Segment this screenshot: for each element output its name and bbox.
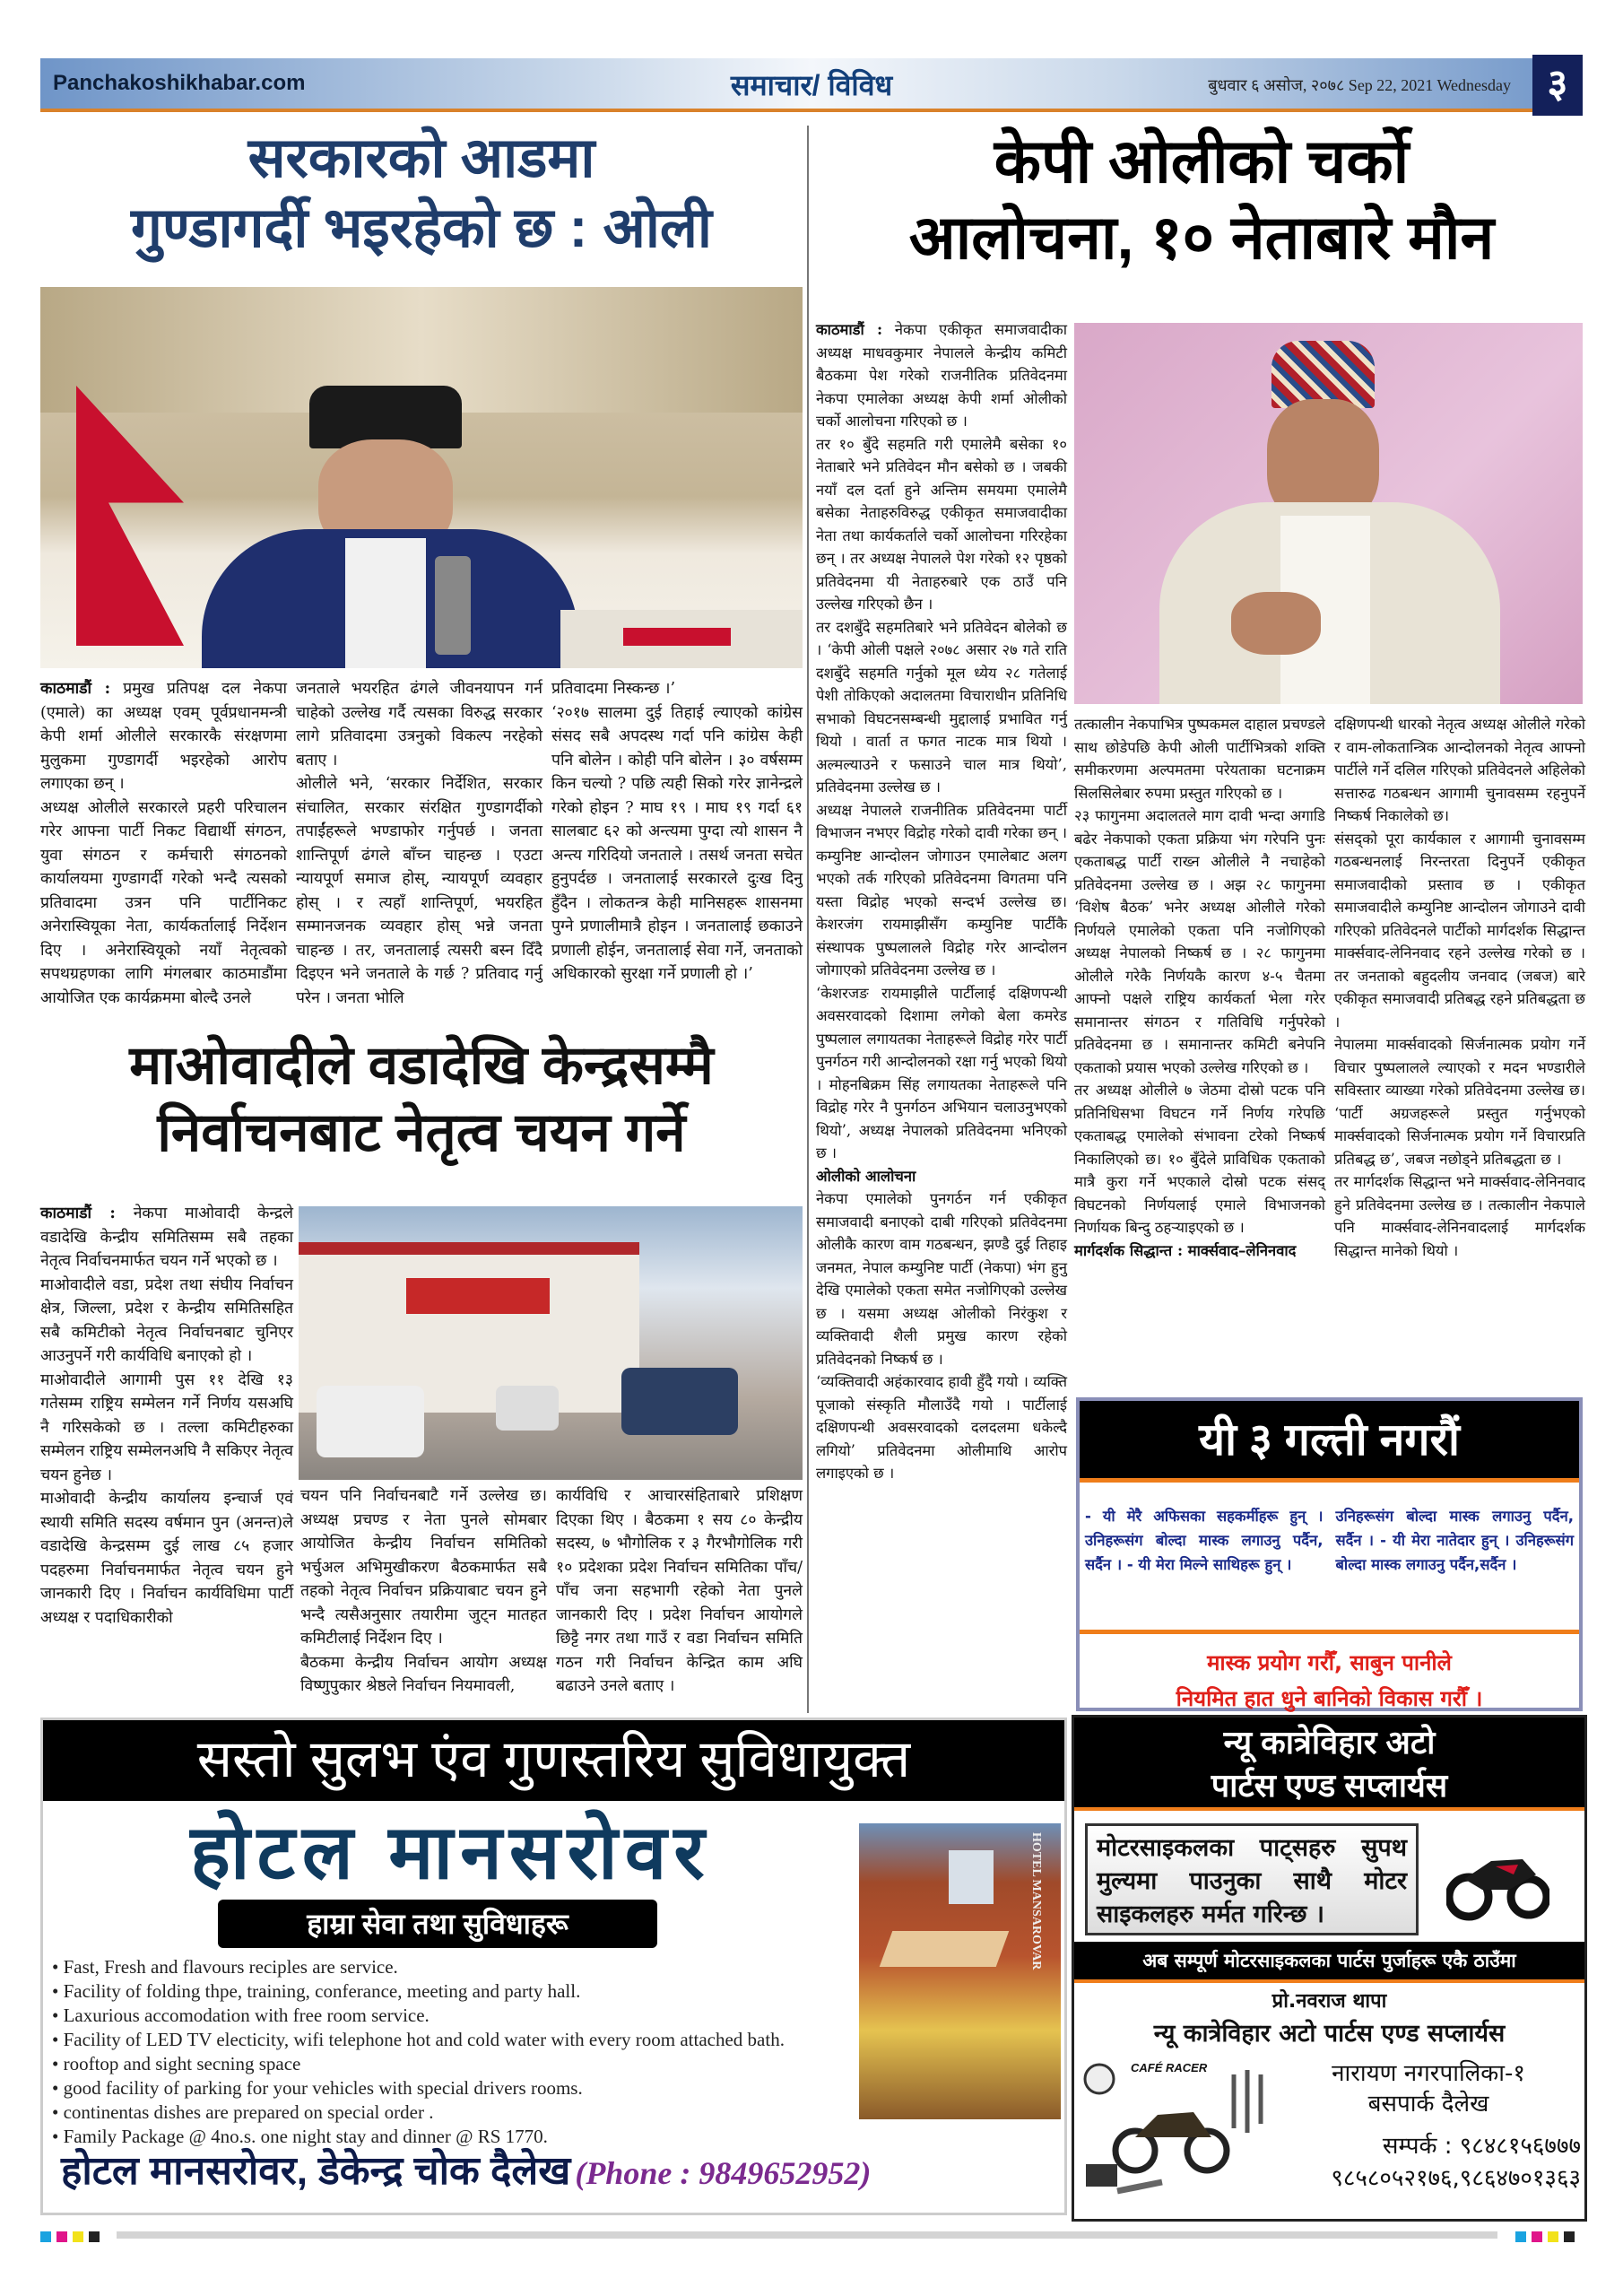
feature-item: • Facility of LED TV electicity, wifi telephone hot and cold water with every room attached bath. <box>52 2029 785 2050</box>
address-line: बसपार्क दैलेख <box>1367 2091 1489 2118</box>
hotel-sign: HOTEL MANSAROVAR <box>1029 1832 1043 1970</box>
proprietor: प्रो.नवराज थापा <box>1271 1990 1387 2013</box>
title-line: पार्टस एण्ड सप्लार्यस <box>1211 1767 1448 1804</box>
oli-photo <box>40 287 803 668</box>
feature-item: • rooftop and sight secning space <box>52 2053 301 2074</box>
paragraph: अध्यक्ष ओलीले सरकारले प्रहरी परिचालन गरेर आफ्ना पार्टी निकट विद्यार्थी संगठन, युवा संगठन र कर्मचारी संगठनको कार्यालयमा गुण्डागर्दी गरेको भन्दै त्यसको प्रतिवादमा उत्रन पनि पार्टीनिकट अनेरास्वियूका नेता, कार्यकर्तालाई निर्देशन दिए । अनेरास्वियूको नयाँ नेतृत्वको सपथग्रहणका लागि मंगलबार काठमाडौंमा आयोजित एक कार्यक्रममा बोल्दै उनले <box>40 798 287 1007</box>
paragraph: नेकपा माओवादी केन्द्रले वडादेखि केन्द्रीय समितिसम्म सबै तहका नेतृत्व निर्वाचनमार्फत चयन गर्ने भएको छ । <box>40 1205 293 1270</box>
site-name: Panchakoshikhabar.com <box>53 71 306 95</box>
paragraph: माओवादीले आगामी पुस ११ देखि १३ गतेसम्म राष्ट्रिय सम्मेलन गर्ने निर्णय यसअघि नै गरिसकेको छ । तल्ला कमिटीहरुका सम्मेलन राष्ट्रिय सम्मेलनअघि नै सकिएर नेतृत्व चयन हुनेछ । <box>40 1370 293 1484</box>
notice-footer-line: मास्क प्रयोग गरौँ, साबुन पानीले <box>1207 1650 1452 1675</box>
maoist-col-2 <box>300 1484 547 1699</box>
paragraph: तर १० बुँदे सहमति गरी एमालेमै बसेका १० नेताबारे भने प्रतिवेदन मौन बसेको छ । जबकी नयाँ दल दर्ता हुने अन्तिम समयमा एमालेमै बसेका नेताहरुविरुद्ध एकीकृत समाजवादीका नेता तथा कार्यकर्ताले चर्को आलोचना गरिरहेका छन् । तर अध्यक्ष नेपालले पेश गरेको १२ पृष्ठको प्रतिवेदनमा यी नेताहरुबारे एक ठाउँ पनि उल्लेख गरिएको छैन । <box>816 435 1067 613</box>
headline-line: निर्वाचनबाट नेतृत्व चयन गर्ने <box>157 1102 686 1162</box>
paragraph: तर दशबुँदे सहमतिबारे भने प्रतिवेदन बोलेको छ । ‘केपी ओली पक्षले २०७८ असार २७ गते राति दशबुँदे सहमति गर्नुको मूल ध्येय २८ गतेलाई पेशी तोकिएको अदालतमा विचाराधीन प्रतिनिधि सभाको विघटनसम्बन्धी मुद्दालाई प्रभावित गर्नु थियो । वार्ता त फगत नाटक मात्र थियो । अल्मल्याउने र फसाउने चाल मात्र थियो’, प्रतिवेदनमा उल्लेख छ । <box>816 618 1067 796</box>
hotel-features <box>52 1955 841 2149</box>
hotel-name: होटल मानसरोवर <box>190 1810 712 1894</box>
page-header <box>40 58 1583 112</box>
nepal-col-1 <box>816 318 1067 1485</box>
nepal-col-2 <box>1074 713 1325 1262</box>
paragraph: प्रतिवादमा निस्कन्छ ।’ <box>551 680 676 698</box>
headline-line: केपी ओलीको चर्को <box>994 127 1410 196</box>
notice-col-1: - यी मेरै अफिसका सहकर्मीहरू हुन् । उनिहरूसंग बोल्दा मास्क लगाउनु पर्दैन, सर्दैन । - यी मेरा मिल्ने साथिहरू हुन् । <box>1085 1508 1324 1573</box>
paragraph: २३ फागुनमा अदालतले माग दावी भन्दा अगाडि बढेर नेकपाको एकता प्रक्रिया भंग गरेपनि पुनः एकताबद्ध पार्टी राख्न ओलीले नै नचाहेको प्रतिवेदनमा उल्लेख छ । अझ २८ फागुनमा ‘विशेष बैठक’ भनेर अध्यक्ष ओलीले गरेको निर्णयले एमालेको एकता पनि नजोगिएको अध्यक्ष नेपालको निष्कर्ष छ । २८ फागुनमा ओलीले गरेकै निर्णयकै कारण ४-५ चैतमा आफ्नो पक्षले राष्ट्रिय कार्यकर्ता भेला गरेर समानान्तर संगठन र गतिविधि गर्नुपरेको प्रतिवेदनमा छ । समानान्तर कमिटी बनेपनि एकताको प्रयास भएको उल्लेख गरिएको छ । <box>1074 807 1325 1076</box>
oli-col-3 <box>551 677 803 987</box>
auto-promo: मोटरसाइकलका पाट्सहरु सुपथ मुल्यमा पाउनुका साथै मोटर साइकलहरु मर्मत गरिन्छ । <box>1085 1823 1419 1935</box>
headline-line: माओवादीले वडादेखि केन्द्रसम्मै <box>129 1035 714 1095</box>
maoist-office-photo <box>299 1206 803 1480</box>
nepal-flag <box>76 386 184 646</box>
dateline: काठमाडौं : <box>40 680 111 698</box>
paragraph: तत्कालीन नेकपाभित्र पुष्पकमल दाहाल प्रचण्डले साथ छोडेपछि केपी ओली पार्टीभित्रको शक्ति समीकरणमा अल्पमतमा परेयताका घटनाक्रम सिलसिलेबार रुपमा प्रस्तुत गरिएको छ । <box>1074 716 1325 802</box>
paragraph: माओवादीले वडा, प्रदेश तथा संघीय निर्वाचन क्षेत्र, जिल्ला, प्रदेश र केन्द्रीय समितिसहित सबै कमिटीको नेतृत्व निर्वाचनबाट चुनिएर आउनुपर्ने गरी कार्यविधि बनाएको हो । <box>40 1275 293 1365</box>
paragraph: बैठकमा केन्द्रीय निर्वाचन आयोग अध्यक्ष विष्णुपुकार श्रेष्ठले निर्वाचन नियमावली, <box>300 1653 547 1695</box>
paragraph: ओलीले भने, ‘सरकार निर्देशित, सरकार संचालित, सरकार संरक्षित गुण्डागर्दीको तपाईंहरूले भण्डाफोर गर्नुपर्छ । जनता शान्तिपूर्ण ढंगले बाँच्न चाहन्छ । एउटा न्यायपूर्ण समाज होस्, न्यायपूर्ण व्यवहार होस् । र त्यहाँ शान्तिपूर्ण, भयरहित सम्मानजनक व्यवहार होस् भन्ने जनता चाहन्छ । तर, जनतालाई त्यसरी बस्न दिँदै दिइएन भने जनताले के गर्छ ? प्रतिवाद गर्नु परेन । जनता भोलि <box>296 775 542 1007</box>
paragraph: अध्यक्ष नेपालले राजनीतिक प्रतिवेदनमा पार्टी विभाजन नभएर विद्रोह गरेको दावी गरेका छन् । कम्युनिष्ट आन्दोलन जोगाउन एमालेबाट अलग भएको तर्क गरिएको प्रतिवेदनमा विगतमा पनि यस्ता विद्रोह भएको सन्दर्भ उल्लेख छ। केशरजंग रायमाझीसँग कम्युनिष्ट पार्टीकै संस्थापक पुष्पलालले विद्रोह गरेर आन्दोलन जोगाएको प्रतिवेदनमा उल्लेख छ । <box>816 801 1067 978</box>
paragraph: ‘२०१७ सालमा दुई तिहाई ल्याएको कांग्रेस संसद सबै अपदस्थ गर्दा पनि कांग्रेस केही पनि बोलेन । कोही पनि बोलेन । ३० वर्षसम्म किन चल्यो ? पछि त्यही सिको गरेर ज्ञानेन्द्रले गरेको होइन ? माघ १९ । माघ १९ गर्दा ६१ सालबाट ६२ को अन्त्यमा पुग्दा त्यो शासन नै अन्त्य गरिदियो जनताले । तसर्थ जनता सचेत हुनुपर्दछ । जनतालाई सरकारले दुःख दिनु हुँदैन । लोकतन्त्र केही मानिसहरू शासनमा पुग्ने प्रणालीमात्रै होइन । जनतालाई छकाउने प्रणाली होईन, जनतालाई सेवा गर्ने, जनताको अधिकारको सुरक्षा गर्ने प्रणाली हो ।’ <box>551 703 803 983</box>
notice-col-2: उनिहरूसंग बोल्दा मास्क लगाउनु पर्दैन, सर्दैन । - यी मेरा नातेदार हुन् । उनिहरूसंग बोल्दा मास्क लगाउनु पर्दैन,सर्दैन । <box>1335 1508 1574 1573</box>
title-line: न्यू कात्रेविहार अटो <box>1223 1724 1436 1761</box>
paragraph: ‘केशरजङ रायमाझीले पार्टीलाई दक्षिणपन्थी अवसरवादको दिशामा लगेको बेला कमरेड पुष्पलाल लगायतका नेताहरूले विद्रोह गरेर पार्टी पुनर्गठन गरी आन्दोलनको रक्षा गर्नु भएको थियो । मोहनबिक्रम सिंह लगायतका नेताहरूले पनि विद्रोह गरेर नै पुनर्गठन अभियान चलाउनुभएको थियो’, अध्यक्ष नेपालको प्रतिवेदनमा भनिएको छ । <box>816 984 1067 1161</box>
dateline: काठमाडौं : <box>816 321 883 338</box>
nepal-col-3 <box>1334 713 1585 1262</box>
subheading: ओलीको आलोचना <box>816 1167 916 1185</box>
paragraph: नेकपा एमालेको पुनगर्ठन गर्न एकीकृत समाजवादी बनाएको दाबी गरिएको प्रतिवेदनमा ओलीकै कारण वाम गठबन्धन, झण्डै दुई तिहाइ जनमत, नेपाल कम्युनिष्ट पार्टी (नेकपा) भंग हुनु देखि एमालेको एकता समेत नजोगिएको उल्लेख छ । यसमा अध्यक्ष ओलीको निरंकुश र व्यक्तिवादी शैली प्रमुख कारण रहेको प्रतिवेदनको निष्कर्ष छ । <box>816 1190 1067 1368</box>
hotel-banner: सस्तो सुलभ एंव गुणस्तरिय सुविधायुक्त <box>43 1720 1064 1801</box>
feature-item: • good facility of parking for your vehicles with special drivers rooms. <box>52 2077 583 2099</box>
auto-ad-title <box>1074 1718 1584 1807</box>
oli-col-1 <box>40 677 287 1010</box>
address-line: नारायण नगरपालिका-१ <box>1332 2060 1525 2087</box>
maoist-headline <box>40 1031 803 1166</box>
madhav-nepal-photo <box>1074 323 1583 704</box>
feature-item: • Family Package @ 4no.s. one night stay and dinner @ RS 1770. <box>52 2126 548 2147</box>
paragraph: जनताले भयरहित ढंगले जीवनयापन गर्न चाहेको उल्लेख गर्दै त्यसका विरुद्ध सरकार लागे प्रतिवादमा उत्रनुको विकल्प नरहेको बताए । <box>296 680 542 770</box>
dhaka-topi <box>1271 341 1375 408</box>
dateline: काठमाडौं : <box>40 1205 116 1222</box>
paragraph: नेकपा एकीकृत समाजवादीका अध्यक्ष माधवकुमार नेपालले केन्द्रीय कमिटी बैठकमा पेश गरेको राजनीतिक प्रतिवेदनमा नेकपा एमालेका अध्यक्ष केपी शर्मा ओलीको चर्को आलोचना गरिएको छ । <box>816 321 1067 430</box>
hotel-address: होटल मानसरोवर, डेकेन्द्र चोक दैलेख <box>61 2149 571 2193</box>
section-title: समाचार/ विविध <box>730 69 893 101</box>
feature-item: • Laxurious accomodation with free room service. <box>52 2005 430 2026</box>
feature-item: • Fast, Fresh and flavours reciples are service. <box>52 1956 398 1978</box>
contact-phone: सम्पर्क : ९८४८१५६७७७ <box>1382 2133 1581 2160</box>
auto-strip: अब सम्पूर्ण मोटरसाइकलका पार्टस पुर्जाहरू एकै ठाउँमा <box>1074 1942 1584 1979</box>
cafe-racer-illustration <box>1081 2057 1270 2205</box>
page-number: ३ <box>1532 55 1583 116</box>
notice-footer <box>1080 1634 1579 1717</box>
headline-line: आलोचना, १० नेताबारे मौन <box>908 204 1495 272</box>
paragraph: तर अध्यक्ष ओलीले ७ जेठमा दोस्रो पटक पनि प्रतिनिधिसभा विघटन गर्ने निर्णय गरेपछि एकताबद्ध एमालेको संभावना टरेको निष्कर्ष निकालिएको छ। १० बुँदेले प्राविधिक एकताको मात्रै कुरा गर्ने भएकाले दोस्रो पटक संसद् विघटनको निर्णयलाई एमाले विभाजनको निर्णायक बिन्दु ठहऱ्याइएको छ । <box>1074 1082 1325 1236</box>
paragraph: तर मार्गदर्शक सिद्धान्त भने मार्क्सवाद-लेनिनवाद हुने प्रतिवेदनमा उल्लेख छ । तत्कालीन नेकपाले पनि मार्क्सवाद-लेनिनवादलाई मार्गदर्शक सिद्धान्त मानेको थियो । <box>1334 1173 1585 1259</box>
print-bar <box>117 2231 1497 2239</box>
oli-col-2 <box>296 677 542 1010</box>
services-label: हाम्रा सेवा तथा सुविधाहरू <box>218 1900 657 1948</box>
nepal-headline <box>816 124 1587 276</box>
feature-item: • continentas dishes are prepared on special order . <box>52 2101 434 2123</box>
headline-line: सरकारको आडमा <box>247 127 595 189</box>
paragraph: संसद्को पूरा कार्यकाल र आगामी चुनावसम्म गठबन्धनलाई निरन्तरता दिनुपर्ने एकीकृत समाजवादीको प्रस्ताव छ । एकीकृत समाजवादीले कम्युनिष्ट आन्दोलन जोगाउने दावी गरिएको प्रतिवेदनले पार्टीको मार्गदर्शक सिद्धान्त मार्क्सवाद-लेनिनवाद रहने उल्लेख गरेको छ । तर जनताको बहुदलीय जनवाद (जबज) बारे एकीकृत समाजवादी प्रतिबद्ध रहने प्रतिबद्धता छ । <box>1334 830 1585 1031</box>
column-divider <box>807 126 809 1713</box>
logo-text: CAFÉ RACER <box>1131 2061 1208 2074</box>
hotel-mansarovar-ad <box>40 1718 1067 2215</box>
covid-notice-box <box>1076 1397 1583 1711</box>
hotel-contact <box>61 2142 871 2196</box>
paragraph: प्रमुख प्रतिपक्ष दल नेकपा (एमाले) का अध्यक्ष एवम् पूर्वप्रधानमन्त्री केपी शर्मा ओलीले सरकारकै संरक्षणमा मुलुकमा गुण्डागर्दी भइरहेको आरोप लगाएका छन् । <box>40 680 287 793</box>
auto-parts-ad <box>1072 1715 1587 2222</box>
print-color-marks <box>40 2229 105 2246</box>
contact-phone-2: ९८५८०५२१७६,९८६४७०१३६३ <box>1331 2165 1581 2192</box>
motorcycle-icon <box>1446 1834 1549 1924</box>
paragraph: ‘व्यक्तिवादी अहंकारवाद हावी हुँदै गयो । व्यक्ति पूजाको संस्कृति मौलाउँदै गयो । पार्टीलाई दक्षिणपन्थी अवसरवादको दलदलमा धकेल्दै लगियो’ प्रतिवेदनमा ओलीमाथि आरोप लगाइएको छ । <box>816 1373 1067 1482</box>
paragraph: कार्यविधि र आचारसंहिताबारे प्रशिक्षण दिएका थिए । बैठकमा १ सय ८० केन्द्रीय सदस्य, ७ भौगोलिक र ३ गैरभौगोलिक गरी १० प्रदेशका प्रदेश निर्वाचन समितिका पाँच/पाँच जना सहभागी रहेको नेता पुनले जानकारी दिए । प्रदेश निर्वाचन आयोगले छिट्टै नगर तथा गाउँ र वडा निर्वाचन समिति गठन गरी निर्वाचन केन्द्रित काम अघि बढाउने उनले बताए । <box>556 1487 803 1695</box>
hotel-phone: (Phone : 9849652952) <box>575 2155 872 2191</box>
maoist-col-3 <box>556 1484 803 1699</box>
auto-contact <box>1276 2130 1581 2195</box>
paragraph: माओवादी केन्द्रीय कार्यालय इन्चार्ज एवं स्थायी समिति सदस्य वर्षमान पुन (अनन्त)ले वडादेखि केन्द्रसम्म दुई लाख ८५ हजार पदहरुमा निर्वाचनमार्फत नेतृत्व चयन हुने जानकारी दिए । निर्वाचन कार्यविधिमा पार्टी अध्यक्ष र पदाधिकारीको <box>40 1490 293 1627</box>
oli-headline <box>40 124 803 263</box>
feature-item: • Facility of folding thpe, training, conferance, meeting and party hall. <box>52 1980 581 2002</box>
auto-address <box>1276 2058 1581 2119</box>
paragraph: चयन पनि निर्वाचनबाटै गर्ने उल्लेख छ। अध्यक्ष प्रचण्ड र नेता पुनले सोमबार आयोजित केन्द्रीय निर्वाचन समितिको भर्चुअल अभिमुखीकरण बैठकमार्फत सबै तहको नेतृत्व निर्वाचन प्रक्रियाबाट चयन हुने भन्दै त्यसैअनुसार तयारीमा जुट्न मातहत कमिटीलाई निर्देशन दिए । <box>300 1487 547 1648</box>
headline-line: गुण्डागर्दी भइरहेको छ : ओली <box>131 196 712 259</box>
maoist-col-1 <box>40 1202 293 1630</box>
notice-footer-line: नियमित हात धुने बानिको विकास गरौँ । <box>1176 1686 1483 1711</box>
print-color-marks <box>1515 2229 1580 2246</box>
auto-shop-name: न्यू कात्रेविहार अटो पार्टस एण्ड सप्लार्यस <box>1153 2020 1506 2048</box>
notice-title: यी ३ गल्ती नगरौं <box>1080 1401 1579 1478</box>
issue-date: बुधवार ६ असोज, २०७८ Sep 22, 2021 Wednesday <box>1208 76 1511 94</box>
subheading: मार्गदर्शक सिद्धान्त : मार्क्सवाद–लेनिनवाद <box>1074 1241 1297 1259</box>
paragraph: दक्षिणपन्थी धारको नेतृत्व अध्यक्ष ओलीले गरेको र वाम-लोकतान्त्रिक आन्दोलनको नेतृत्व आफ्नो पार्टीले गर्ने दलिल गरिएको प्रतिवेदनले अहिलेको सत्तारुढ गठबन्धन आगामी चुनावसम्म रहनुपर्ने निष्कर्ष निकालेको छ। <box>1334 716 1585 824</box>
paragraph: नेपालमा मार्क्सवादको सिर्जनात्मक प्रयोग गर्ने विचार पुष्पलालले ल्याएको र मदन भण्डारीले सविस्तार व्याख्या गरेको प्रतिवेदनमा उल्लेख छ। ‘पार्टी अग्रजहरूले प्रस्तुत गर्नुभएको मार्क्सवादको सिर्जनात्मक प्रयोग गर्ने विचारप्रति प्रतिबद्ध छ’, जबज नछोड्ने प्रतिबद्धता छ । <box>1334 1036 1585 1168</box>
hotel-building-photo <box>859 1823 1061 2119</box>
